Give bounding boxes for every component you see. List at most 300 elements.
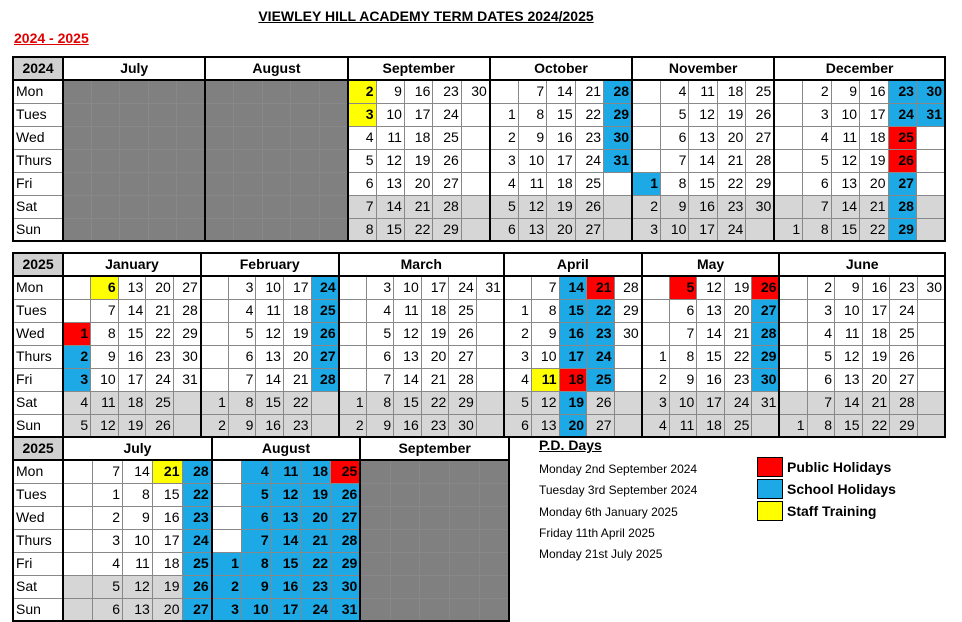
date-cell: 2 [803, 80, 831, 103]
empty-cell [461, 172, 490, 195]
empty-cell [632, 149, 660, 172]
empty-cell [916, 149, 945, 172]
empty-cell [916, 126, 945, 149]
empty-cell [774, 80, 802, 103]
date-cell: 11 [376, 126, 404, 149]
date-cell: 27 [182, 598, 212, 621]
empty-cell [632, 126, 660, 149]
date-cell: 4 [366, 299, 394, 322]
date-cell: 18 [697, 414, 725, 437]
date-cell: 25 [311, 299, 339, 322]
date-cell: 10 [835, 299, 863, 322]
date-cell: 11 [91, 391, 119, 414]
date-cell: 14 [547, 80, 575, 103]
date-cell: 20 [404, 172, 432, 195]
date-cell: 10 [394, 276, 422, 299]
date-cell: 30 [331, 575, 361, 598]
date-cell: 9 [531, 322, 559, 345]
empty-cell [63, 506, 93, 529]
empty-cell [916, 172, 945, 195]
weekday-label: Wed [13, 126, 63, 149]
day-row-wed [13, 126, 945, 149]
date-cell: 28 [331, 529, 361, 552]
date-cell: 25 [575, 172, 603, 195]
empty-cell [916, 195, 945, 218]
date-cell: 22 [575, 103, 603, 126]
date-cell: 30 [746, 195, 774, 218]
empty-cell [120, 103, 148, 126]
empty-cell [262, 149, 290, 172]
empty-cell [148, 126, 176, 149]
empty-cell [461, 195, 490, 218]
month-header-october: October [490, 57, 632, 80]
weekday-label: Sun [13, 218, 63, 241]
empty-cell [63, 172, 91, 195]
day-row-thurs [13, 529, 509, 552]
date-cell: 28 [752, 322, 780, 345]
date-cell: 8 [123, 483, 153, 506]
day-row-sun [13, 414, 945, 437]
empty-cell [779, 368, 807, 391]
date-cell: 18 [559, 368, 587, 391]
date-cell: 16 [394, 414, 422, 437]
date-cell: 5 [669, 276, 697, 299]
date-cell: 15 [271, 552, 301, 575]
empty-cell [205, 126, 233, 149]
empty-cell [63, 299, 91, 322]
date-cell: 6 [661, 126, 689, 149]
date-cell: 26 [433, 149, 461, 172]
empty-cell [234, 126, 262, 149]
date-cell: 2 [632, 195, 660, 218]
date-cell: 21 [146, 299, 174, 322]
empty-cell [319, 103, 348, 126]
date-cell: 9 [831, 80, 859, 103]
date-cell: 23 [890, 276, 918, 299]
date-cell: 16 [271, 575, 301, 598]
date-cell: 27 [433, 172, 461, 195]
empty-cell [120, 149, 148, 172]
legend-swatch-public-holidays [757, 457, 783, 477]
date-cell: 1 [212, 552, 242, 575]
month-header-september: September [348, 57, 490, 80]
date-cell: 8 [91, 322, 119, 345]
date-cell: 8 [531, 299, 559, 322]
date-cell: 17 [547, 149, 575, 172]
date-cell: 24 [433, 103, 461, 126]
date-cell: 19 [421, 322, 449, 345]
legend-label-school-holidays: School Holidays [787, 481, 896, 497]
empty-cell [774, 126, 802, 149]
date-cell: 15 [376, 218, 404, 241]
empty-cell [205, 149, 233, 172]
date-cell: 1 [339, 391, 367, 414]
date-cell: 30 [449, 414, 477, 437]
date-cell: 23 [421, 414, 449, 437]
empty-cell [917, 391, 945, 414]
empty-cell [420, 598, 450, 621]
date-cell: 20 [717, 126, 745, 149]
day-row-tues [13, 299, 945, 322]
empty-cell [262, 218, 290, 241]
empty-cell [479, 575, 509, 598]
empty-cell [360, 460, 390, 483]
date-cell: 25 [746, 80, 774, 103]
date-cell: 11 [835, 322, 863, 345]
date-cell: 14 [118, 299, 146, 322]
date-cell: 2 [504, 322, 532, 345]
empty-cell [632, 103, 660, 126]
empty-cell [120, 218, 148, 241]
date-cell: 28 [890, 391, 918, 414]
date-cell: 1 [63, 322, 91, 345]
empty-cell [201, 345, 229, 368]
day-row-sat [13, 195, 945, 218]
date-cell: 17 [697, 391, 725, 414]
empty-cell [262, 103, 290, 126]
date-cell: 13 [123, 598, 153, 621]
date-cell: 27 [752, 299, 780, 322]
empty-cell [339, 368, 367, 391]
date-cell: 17 [689, 218, 717, 241]
empty-cell [173, 414, 201, 437]
date-cell: 21 [152, 460, 182, 483]
empty-cell [291, 149, 319, 172]
weekday-label: Sat [13, 575, 63, 598]
empty-cell [319, 172, 348, 195]
empty-cell [205, 172, 233, 195]
date-cell: 20 [547, 218, 575, 241]
date-cell: 5 [504, 391, 532, 414]
empty-cell [92, 80, 120, 103]
empty-cell [234, 172, 262, 195]
date-cell: 27 [890, 368, 918, 391]
date-cell: 30 [173, 345, 201, 368]
date-cell: 24 [146, 368, 174, 391]
date-cell: 23 [717, 195, 745, 218]
empty-cell [779, 322, 807, 345]
date-cell: 12 [531, 391, 559, 414]
date-cell: 10 [831, 103, 859, 126]
date-cell: 21 [587, 276, 615, 299]
date-cell: 11 [123, 552, 153, 575]
empty-cell [479, 460, 509, 483]
empty-cell [148, 80, 176, 103]
pd-days-title: P.D. Days [539, 437, 602, 453]
date-cell: 18 [860, 126, 888, 149]
date-cell: 8 [518, 103, 546, 126]
date-cell: 12 [123, 575, 153, 598]
empty-cell [177, 172, 205, 195]
date-cell: 18 [404, 126, 432, 149]
empty-cell [339, 345, 367, 368]
date-cell: 12 [697, 276, 725, 299]
empty-cell [234, 80, 262, 103]
date-cell: 8 [803, 218, 831, 241]
date-cell: 14 [123, 460, 153, 483]
day-row-wed [13, 322, 945, 345]
date-cell: 23 [587, 322, 615, 345]
date-cell: 31 [173, 368, 201, 391]
weekday-label: Sat [13, 391, 63, 414]
date-cell: 20 [724, 299, 752, 322]
weekday-label: Fri [13, 368, 63, 391]
empty-cell [234, 103, 262, 126]
date-cell: 24 [575, 149, 603, 172]
date-cell: 21 [283, 368, 311, 391]
date-cell: 23 [575, 126, 603, 149]
empty-cell [917, 322, 945, 345]
date-cell: 2 [201, 414, 229, 437]
empty-cell [63, 460, 93, 483]
empty-cell [120, 80, 148, 103]
date-cell: 19 [860, 149, 888, 172]
date-cell: 4 [228, 299, 256, 322]
date-cell: 26 [575, 195, 603, 218]
date-cell: 4 [661, 80, 689, 103]
date-cell: 10 [256, 276, 284, 299]
date-cell: 30 [752, 368, 780, 391]
date-cell: 5 [228, 322, 256, 345]
date-cell: 29 [746, 172, 774, 195]
empty-cell [614, 391, 642, 414]
weekday-label: Sun [13, 414, 63, 437]
empty-cell [420, 460, 450, 483]
date-cell: 13 [376, 172, 404, 195]
date-cell: 15 [559, 299, 587, 322]
date-cell: 28 [604, 80, 633, 103]
date-cell: 12 [518, 195, 546, 218]
weekday-label: Tues [13, 299, 63, 322]
date-cell: 6 [93, 598, 123, 621]
empty-cell [390, 529, 420, 552]
empty-cell [461, 126, 490, 149]
date-cell: 16 [860, 80, 888, 103]
date-cell: 6 [348, 172, 376, 195]
empty-cell [291, 80, 319, 103]
empty-cell [779, 391, 807, 414]
date-cell: 21 [301, 529, 331, 552]
date-cell: 16 [689, 195, 717, 218]
date-cell: 30 [917, 276, 945, 299]
empty-cell [476, 391, 504, 414]
empty-cell [449, 483, 479, 506]
empty-cell [92, 172, 120, 195]
date-cell: 16 [547, 126, 575, 149]
date-cell: 25 [182, 552, 212, 575]
month-header-june: June [779, 253, 945, 276]
legend-swatch-staff-training [757, 501, 783, 521]
date-cell: 7 [241, 529, 271, 552]
empty-cell [63, 126, 91, 149]
weekday-label: Fri [13, 552, 63, 575]
date-cell: 25 [888, 126, 916, 149]
date-cell: 13 [831, 172, 859, 195]
month-header-september: September [360, 437, 509, 460]
date-cell: 30 [461, 80, 490, 103]
date-cell: 2 [93, 506, 123, 529]
date-cell: 3 [632, 218, 660, 241]
empty-cell [291, 126, 319, 149]
empty-cell [319, 218, 348, 241]
date-cell: 30 [614, 322, 642, 345]
date-cell: 9 [123, 506, 153, 529]
date-cell: 5 [348, 149, 376, 172]
date-cell: 24 [311, 276, 339, 299]
day-row-sat [13, 575, 509, 598]
date-cell: 3 [228, 276, 256, 299]
pd-day-item: Tuesday 3rd September 2024 [539, 483, 698, 497]
date-cell: 7 [661, 149, 689, 172]
empty-cell [642, 299, 670, 322]
date-cell: 12 [271, 483, 301, 506]
date-cell: 3 [348, 103, 376, 126]
date-cell: 20 [152, 598, 182, 621]
date-cell: 25 [587, 368, 615, 391]
date-cell: 7 [669, 322, 697, 345]
date-cell: 21 [404, 195, 432, 218]
date-cell: 7 [807, 391, 835, 414]
date-cell: 8 [348, 218, 376, 241]
date-cell: 31 [752, 391, 780, 414]
date-cell: 15 [835, 414, 863, 437]
date-cell: 28 [614, 276, 642, 299]
date-cell: 26 [182, 575, 212, 598]
empty-cell [291, 195, 319, 218]
empty-cell [201, 276, 229, 299]
date-cell: 19 [118, 414, 146, 437]
date-cell: 11 [256, 299, 284, 322]
date-cell: 23 [433, 80, 461, 103]
date-cell: 9 [518, 126, 546, 149]
date-cell: 2 [642, 368, 670, 391]
empty-cell [205, 80, 233, 103]
date-cell: 13 [118, 276, 146, 299]
date-cell: 12 [835, 345, 863, 368]
date-cell: 21 [717, 149, 745, 172]
date-cell: 4 [93, 552, 123, 575]
date-cell: 26 [888, 149, 916, 172]
date-cell: 2 [807, 276, 835, 299]
date-cell: 15 [394, 391, 422, 414]
date-cell: 18 [862, 322, 890, 345]
legend-label-staff-training: Staff Training [787, 503, 877, 519]
date-cell: 7 [531, 276, 559, 299]
date-cell: 3 [490, 149, 518, 172]
date-cell: 25 [146, 391, 174, 414]
empty-cell [752, 414, 780, 437]
date-cell: 18 [717, 80, 745, 103]
empty-cell [614, 368, 642, 391]
date-cell: 7 [228, 368, 256, 391]
date-cell: 4 [504, 368, 532, 391]
date-cell: 24 [587, 345, 615, 368]
month-header-may: May [642, 253, 780, 276]
date-cell: 17 [860, 103, 888, 126]
empty-cell [360, 483, 390, 506]
empty-cell [92, 103, 120, 126]
pd-day-item: Monday 2nd September 2024 [539, 462, 698, 476]
date-cell: 21 [575, 80, 603, 103]
empty-cell [632, 80, 660, 103]
date-cell: 9 [669, 368, 697, 391]
day-row-fri [13, 368, 945, 391]
date-cell: 12 [831, 149, 859, 172]
date-cell: 15 [547, 103, 575, 126]
empty-cell [476, 345, 504, 368]
date-cell: 2 [490, 126, 518, 149]
empty-cell [148, 149, 176, 172]
empty-cell [120, 195, 148, 218]
date-cell: 18 [301, 460, 331, 483]
date-cell: 10 [661, 218, 689, 241]
date-cell: 22 [301, 552, 331, 575]
date-cell: 9 [366, 414, 394, 437]
empty-cell [449, 598, 479, 621]
date-cell: 10 [518, 149, 546, 172]
day-row-sun [13, 218, 945, 241]
date-cell: 7 [366, 368, 394, 391]
date-cell: 30 [604, 126, 633, 149]
date-cell: 5 [661, 103, 689, 126]
date-cell: 26 [311, 322, 339, 345]
month-header-july: July [63, 437, 212, 460]
empty-cell [177, 149, 205, 172]
empty-cell [917, 368, 945, 391]
month-header-april: April [504, 253, 642, 276]
empty-cell [390, 506, 420, 529]
empty-cell [205, 195, 233, 218]
date-cell: 16 [118, 345, 146, 368]
weekday-label: Sun [13, 598, 63, 621]
date-cell: 10 [241, 598, 271, 621]
date-cell: 13 [697, 299, 725, 322]
calendar-block-jul-sep-2025 [12, 436, 510, 622]
weekday-label: Thurs [13, 529, 63, 552]
date-cell: 15 [152, 483, 182, 506]
date-cell: 14 [559, 276, 587, 299]
date-cell: 22 [862, 414, 890, 437]
date-cell: 22 [404, 218, 432, 241]
date-cell: 28 [311, 368, 339, 391]
date-cell: 15 [256, 391, 284, 414]
day-row-fri [13, 172, 945, 195]
date-cell: 7 [93, 460, 123, 483]
empty-cell [642, 322, 670, 345]
date-cell: 22 [283, 391, 311, 414]
date-cell: 11 [669, 414, 697, 437]
empty-cell [212, 506, 242, 529]
pd-day-item: Monday 21st July 2025 [539, 547, 663, 561]
date-cell: 19 [404, 149, 432, 172]
date-cell: 5 [241, 483, 271, 506]
date-cell: 24 [717, 218, 745, 241]
date-cell: 15 [831, 218, 859, 241]
empty-cell [479, 483, 509, 506]
date-cell: 3 [642, 391, 670, 414]
empty-cell [479, 552, 509, 575]
date-cell: 29 [752, 345, 780, 368]
day-row-fri [13, 552, 509, 575]
empty-cell [642, 276, 670, 299]
empty-cell [614, 345, 642, 368]
day-row-mon [13, 80, 945, 103]
date-cell: 13 [394, 345, 422, 368]
date-cell: 8 [661, 172, 689, 195]
date-cell: 4 [807, 322, 835, 345]
weekday-label: Wed [13, 506, 63, 529]
empty-cell [360, 552, 390, 575]
